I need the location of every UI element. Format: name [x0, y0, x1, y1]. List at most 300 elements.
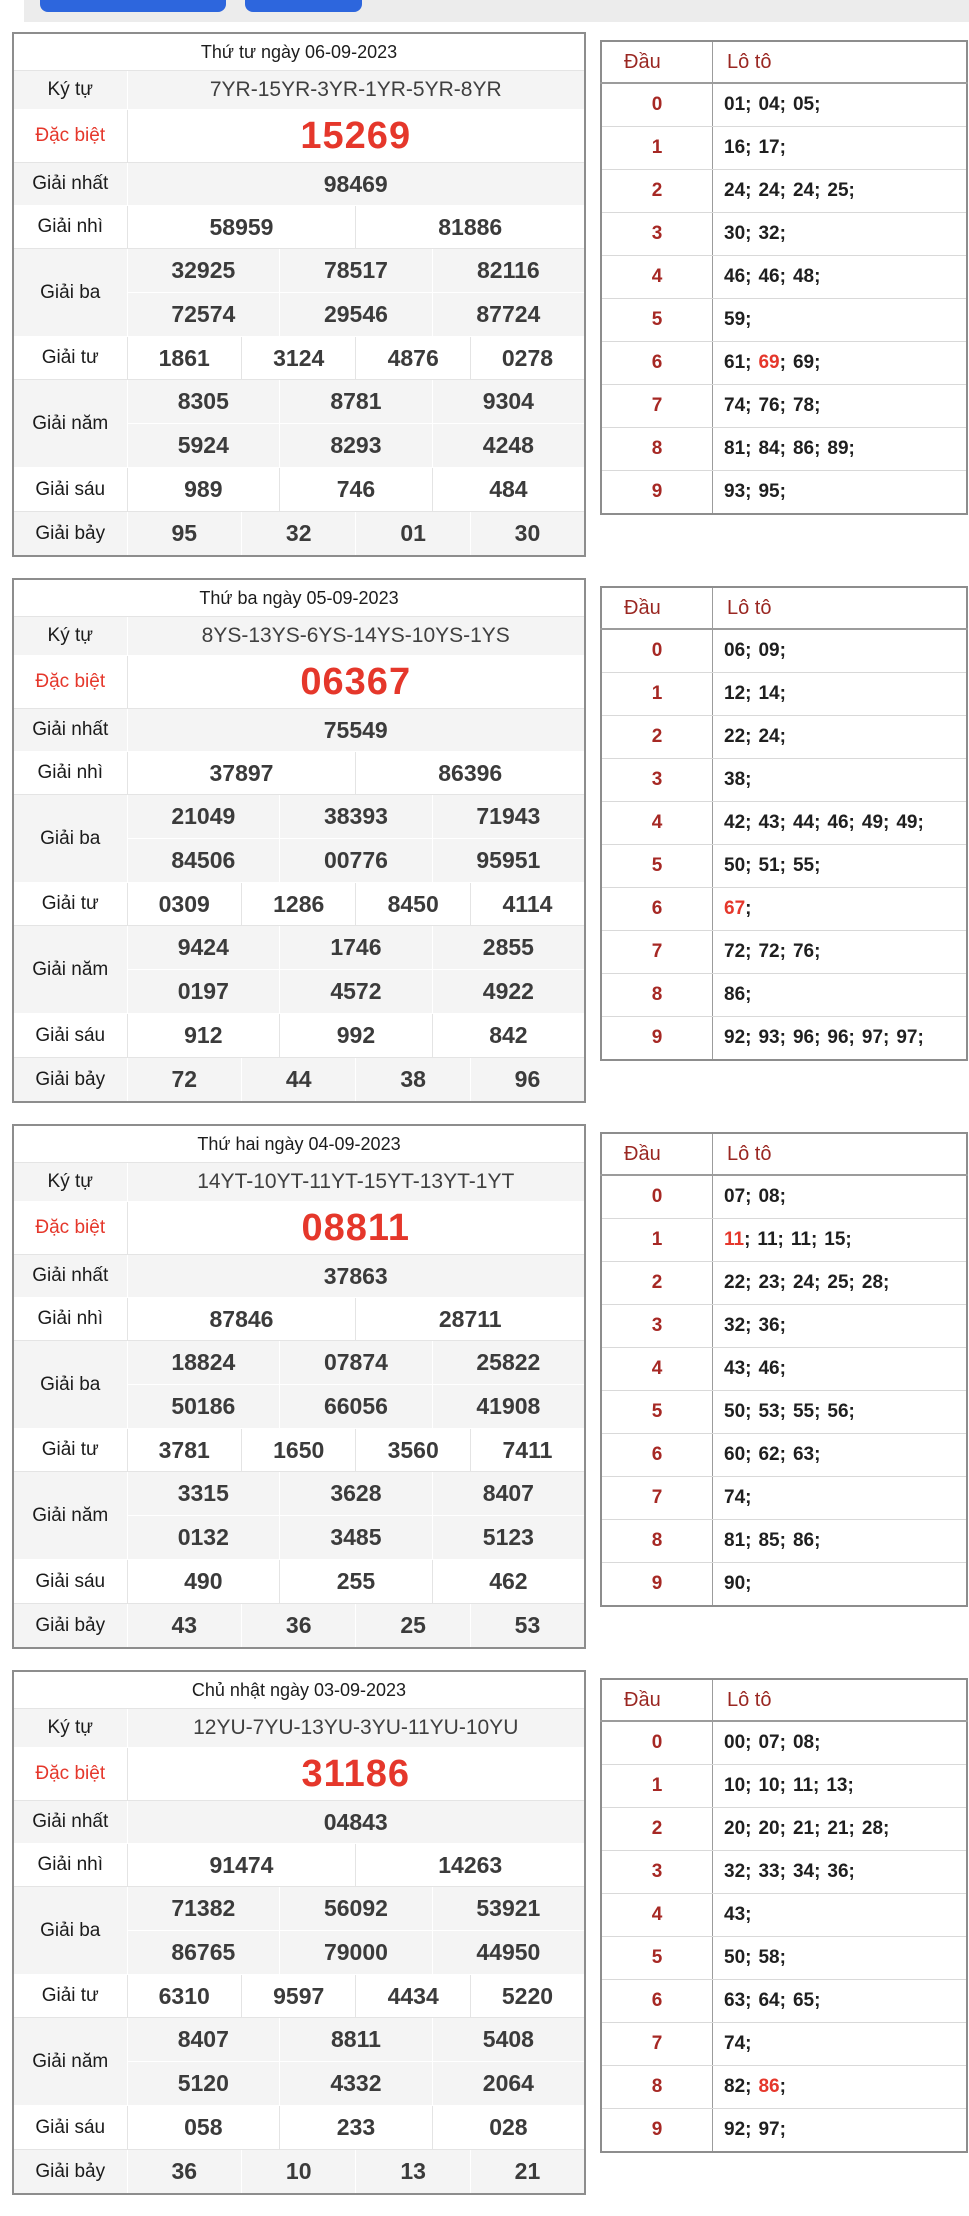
loto-number: 24: [792, 180, 815, 201]
loto-number: 49: [861, 812, 884, 833]
prize-value: 3315: [127, 1472, 280, 1516]
loto-number: 28: [861, 1272, 884, 1293]
loto-separator: ;: [779, 2076, 786, 2097]
loto-number: 32: [724, 1861, 746, 1882]
prize-value: 36: [241, 1604, 355, 1649]
loto-row: [601, 1721, 967, 1765]
loto-separator: ;: [814, 1401, 821, 1422]
loto-values: [713, 256, 968, 299]
prize-value: 1286: [241, 883, 355, 926]
loto-row: [601, 1477, 967, 1520]
prize-value: 462: [432, 1560, 585, 1604]
loto-row: [601, 1937, 967, 1980]
loto-number: 76: [758, 395, 780, 416]
loto-dau: 5: [601, 1937, 713, 1980]
prize-label: Giải năm: [13, 1472, 127, 1560]
loto-separator: ;: [779, 683, 786, 704]
prize-table: [12, 1670, 586, 2195]
prize-value: 53: [470, 1604, 585, 1649]
loto-number: 55: [792, 855, 815, 876]
loto-separator: ;: [745, 1444, 752, 1465]
loto-number: 97: [758, 2119, 780, 2140]
loto-values: [713, 1262, 968, 1305]
loto-number: 72: [724, 941, 746, 962]
prize-label: Giải năm: [13, 2018, 127, 2106]
prize-value: 30: [470, 512, 585, 557]
loto-values: [713, 1980, 968, 2023]
loto-separator: ;: [745, 640, 752, 661]
loto-number: 72: [758, 941, 780, 962]
loto-values: [713, 385, 968, 428]
loto-number: 21: [792, 1818, 815, 1839]
prize-value: 66056: [280, 1385, 433, 1429]
loto-number: 46: [827, 812, 849, 833]
loto-number: 06: [724, 640, 746, 661]
prize-value: 6310: [127, 1975, 241, 2018]
loto-number: 56: [827, 1401, 849, 1422]
loto-separator: ;: [745, 1272, 752, 1293]
loto-values: [713, 629, 968, 673]
loto-values: [713, 1348, 968, 1391]
prize-value: 8407: [127, 2018, 280, 2062]
prize-row-giai_ba: [13, 249, 585, 293]
prize-row-dac_biet: [13, 1202, 585, 1255]
loto-row: [601, 213, 967, 256]
prize-label: Giải ba: [13, 1887, 127, 1975]
prize-value: 3628: [280, 1472, 433, 1516]
loto-separator: ;: [779, 941, 786, 962]
result-block: [12, 1670, 969, 2195]
loto-row: [601, 1851, 967, 1894]
loto-separator: ;: [814, 352, 821, 373]
prize-label: Giải ba: [13, 249, 127, 337]
loto-separator: ;: [779, 1315, 786, 1336]
loto-number: 46: [724, 266, 746, 287]
prize-value: 9597: [241, 1975, 355, 2018]
prize-value: 9424: [127, 926, 280, 970]
loto-separator: ;: [814, 855, 821, 876]
prize-row-giai_nam: [13, 926, 585, 970]
prize-row-dac_biet: [13, 1748, 585, 1801]
loto-separator: ;: [779, 438, 786, 459]
loto-number: 22: [724, 726, 746, 747]
loto-separator: ;: [779, 855, 786, 876]
loto-number: 84: [758, 438, 780, 459]
loto-separator: ;: [814, 1444, 821, 1465]
loto-separator: ;: [779, 137, 786, 158]
prize-label: Giải nhất: [13, 163, 127, 206]
loto-dau: 4: [601, 1894, 713, 1937]
loto-separator: ;: [883, 1818, 890, 1839]
loto-number: 65: [792, 1990, 815, 2011]
draw-date: Thứ ba ngày 05-09-2023: [13, 579, 585, 617]
prize-value: 0197: [127, 970, 280, 1014]
loto-separator: ;: [814, 94, 821, 115]
prize-label: Giải nhất: [13, 1801, 127, 1844]
prize-value: 53921: [432, 1887, 585, 1931]
loto-dau: 6: [601, 888, 713, 931]
loto-row: [601, 845, 967, 888]
loto-number: 43: [758, 812, 780, 833]
loto-row: [601, 256, 967, 299]
loto-separator: ;: [745, 1401, 752, 1422]
loto-row: [601, 385, 967, 428]
prize-row-giai_tu: [13, 337, 585, 380]
loto-row: [601, 1563, 967, 1607]
loto-separator: ;: [745, 223, 752, 244]
loto-dau: 0: [601, 1175, 713, 1219]
loto-number: 23: [758, 1272, 780, 1293]
loto-dau: 3: [601, 1851, 713, 1894]
loto-separator: ;: [745, 1186, 752, 1207]
loto-number: 63: [792, 1444, 815, 1465]
prize-value: 1650: [241, 1429, 355, 1472]
prize-value: 84506: [127, 839, 280, 883]
prize-value: 5924: [127, 424, 280, 468]
loto-dau: 1: [601, 673, 713, 716]
prize-label: Giải sáu: [13, 468, 127, 512]
loto-row: [601, 1175, 967, 1219]
loto-separator: ;: [779, 1530, 786, 1551]
prize-label: Giải nhì: [13, 206, 127, 249]
loto-dau: 3: [601, 759, 713, 802]
prize-label: Ký tự: [13, 1709, 127, 1748]
loto-separator: ;: [810, 1229, 818, 1250]
prize-value: 72574: [127, 293, 280, 337]
loto-separator: ;: [745, 438, 752, 459]
prize-value: 5220: [470, 1975, 585, 2018]
loto-dau: 8: [601, 2066, 713, 2109]
loto-header-loto: Lô tô: [713, 1679, 968, 1721]
loto-dau: 4: [601, 802, 713, 845]
loto-separator: ;: [814, 438, 821, 459]
loto-row: [601, 2066, 967, 2109]
loto-dau: 0: [601, 629, 713, 673]
prize-value: 14263: [356, 1844, 585, 1887]
loto-number: 74: [724, 395, 746, 416]
loto-number: 46: [758, 1358, 780, 1379]
loto-number: 38: [724, 769, 746, 790]
prize-value: 37863: [127, 1255, 585, 1298]
prize-table: [12, 1124, 586, 1649]
prize-value: 7411: [470, 1429, 585, 1472]
loto-separator: ;: [745, 180, 752, 201]
loto-values: [713, 428, 968, 471]
prize-label: Giải năm: [13, 926, 127, 1014]
loto-separator: ;: [779, 1818, 786, 1839]
prize-row-giai_bay: [13, 2150, 585, 2195]
prize-row-giai_ba: [13, 795, 585, 839]
prize-value: 4248: [432, 424, 585, 468]
loto-dau: 1: [601, 127, 713, 170]
prize-value: 78517: [280, 249, 433, 293]
prize-label: Giải tư: [13, 1429, 127, 1472]
loto-number: 63: [724, 1990, 746, 2011]
loto-number: 61: [724, 352, 746, 373]
loto-dau: 8: [601, 1520, 713, 1563]
loto-number: 14: [758, 683, 780, 704]
prize-value: 41908: [432, 1385, 585, 1429]
loto-number: 50: [724, 1947, 746, 1968]
loto-number: 10: [724, 1775, 746, 1796]
loto-dau: 2: [601, 716, 713, 759]
prize-label: Giải nhất: [13, 1255, 127, 1298]
prize-row-giai_nam: [13, 2018, 585, 2062]
prize-value: 912: [127, 1014, 280, 1058]
prize-value: 842: [432, 1014, 585, 1058]
loto-header-row: [601, 587, 967, 629]
loto-row: [601, 471, 967, 515]
loto-separator: ;: [745, 769, 752, 790]
loto-row: [601, 888, 967, 931]
loto-separator: ;: [745, 2033, 752, 2054]
loto-row: [601, 2109, 967, 2153]
loto-row: [601, 802, 967, 845]
loto-separator: ;: [814, 1027, 821, 1048]
loto-separator: ;: [779, 395, 786, 416]
loto-separator: ;: [745, 94, 752, 115]
loto-number: 81: [724, 1530, 746, 1551]
loto-values: [713, 1477, 968, 1520]
loto-row: [601, 299, 967, 342]
loto-values: [713, 888, 968, 931]
loto-values: [713, 931, 968, 974]
loto-header-dau: Đầu: [601, 41, 713, 83]
prize-label: Giải bảy: [13, 2150, 127, 2195]
loto-values: [713, 342, 968, 385]
loto-separator: ;: [779, 1990, 786, 2011]
prize-value: 8811: [280, 2018, 433, 2062]
loto-values: [713, 170, 968, 213]
loto-separator: ;: [814, 1732, 821, 1753]
loto-header-row: [601, 1679, 967, 1721]
prize-value: 5123: [432, 1516, 585, 1560]
loto-dau: 9: [601, 471, 713, 515]
loto-number: 86: [792, 1530, 815, 1551]
toolbar-button-2[interactable]: [245, 0, 362, 12]
loto-separator: ;: [814, 266, 821, 287]
loto-separator: ;: [745, 309, 752, 330]
loto-number: 24: [758, 180, 780, 201]
loto-number: 11: [790, 1229, 811, 1250]
loto-separator: ;: [745, 1947, 752, 1968]
prize-label: Giải tư: [13, 1975, 127, 2018]
prize-value: 8781: [280, 380, 433, 424]
loto-values: [713, 1765, 968, 1808]
loto-separator: ;: [779, 481, 786, 502]
loto-number: 93: [724, 481, 746, 502]
loto-header-loto: Lô tô: [713, 587, 968, 629]
loto-dau: 0: [601, 83, 713, 127]
loto-separator: ;: [745, 395, 752, 416]
loto-separator: ;: [814, 395, 821, 416]
loto-header-loto: Lô tô: [713, 1133, 968, 1175]
loto-dau: 7: [601, 385, 713, 428]
prize-row-giai_nhat: [13, 163, 585, 206]
prize-label: Giải bảy: [13, 1058, 127, 1103]
loto-number: 50: [724, 1401, 746, 1422]
loto-separator: ;: [745, 984, 752, 1005]
loto-number: 04: [758, 94, 780, 115]
loto-number: 81: [724, 438, 746, 459]
prize-value: 2855: [432, 926, 585, 970]
loto-dau: 5: [601, 299, 713, 342]
loto-separator: ;: [779, 223, 786, 244]
prize-row-giai_nam: [13, 380, 585, 424]
loto-separator: ;: [917, 1027, 924, 1048]
prize-value: 79000: [280, 1931, 433, 1975]
loto-row: [601, 1434, 967, 1477]
prize-row-giai_nhat: [13, 709, 585, 752]
loto-row: [601, 629, 967, 673]
loto-number: 20: [724, 1818, 746, 1839]
prize-label: Đặc biệt: [13, 110, 127, 163]
loto-number: 86: [724, 984, 746, 1005]
loto-number: 25: [827, 1272, 849, 1293]
prize-value: 0278: [470, 337, 585, 380]
loto-number: 05: [792, 94, 815, 115]
loto-separator: ;: [779, 94, 786, 115]
loto-separator: ;: [814, 812, 821, 833]
prize-value: 4434: [356, 1975, 470, 2018]
loto-separator: ;: [848, 438, 855, 459]
prize-value: 32925: [127, 249, 280, 293]
loto-values: [713, 1520, 968, 1563]
loto-values: [713, 1808, 968, 1851]
prize-row-giai_nhi: [13, 752, 585, 795]
loto-separator: ;: [779, 1027, 786, 1048]
loto-separator: ;: [745, 941, 752, 962]
loto-separator: ;: [848, 180, 855, 201]
loto-separator: ;: [779, 180, 786, 201]
prize-value: 9304: [432, 380, 585, 424]
prize-value: 18824: [127, 1341, 280, 1385]
prize-value: 15269: [127, 110, 585, 163]
prize-value: 3485: [280, 1516, 433, 1560]
prize-label: Ký tự: [13, 617, 127, 656]
loto-header-dau: Đầu: [601, 587, 713, 629]
loto-number: 11: [724, 1229, 745, 1250]
loto-separator: ;: [745, 1530, 752, 1551]
prize-label: Giải ba: [13, 1341, 127, 1429]
loto-number: 64: [758, 1990, 780, 2011]
loto-separator: ;: [745, 2076, 752, 2097]
loto-number: 55: [792, 1401, 815, 1422]
loto-separator: ;: [745, 1775, 752, 1796]
loto-dau: 7: [601, 2023, 713, 2066]
draw-date: Thứ hai ngày 04-09-2023: [13, 1125, 585, 1163]
loto-values: [713, 2066, 968, 2109]
loto-number: 90: [724, 1573, 746, 1594]
prize-value: 3124: [241, 337, 355, 380]
prize-value: 028: [432, 2106, 585, 2150]
loto-separator: ;: [848, 1401, 855, 1422]
loto-number: 12: [724, 683, 746, 704]
loto-dau: 6: [601, 1980, 713, 2023]
loto-dau: 2: [601, 1262, 713, 1305]
prize-value: 91474: [127, 1844, 356, 1887]
prize-value: 255: [280, 1560, 433, 1604]
prize-value: 12YU-7YU-13YU-3YU-11YU-10YU: [127, 1709, 585, 1748]
prize-row-ky_tu: [13, 1163, 585, 1202]
loto-separator: ;: [814, 1818, 821, 1839]
loto-separator: ;: [745, 1861, 752, 1882]
loto-separator: ;: [779, 1947, 786, 1968]
loto-separator: ;: [745, 1818, 752, 1839]
prize-row-giai_nhat: [13, 1255, 585, 1298]
loto-number: 00: [724, 1732, 746, 1753]
loto-separator: ;: [814, 1861, 821, 1882]
prize-value: 25: [356, 1604, 470, 1649]
loto-row: [601, 1808, 967, 1851]
loto-separator: ;: [813, 1775, 820, 1796]
loto-dau: 3: [601, 213, 713, 256]
loto-number: 49: [896, 812, 918, 833]
loto-values: [713, 83, 968, 127]
prize-value: 87724: [432, 293, 585, 337]
loto-separator: ;: [814, 1530, 821, 1551]
prize-value: 86396: [356, 752, 585, 795]
prize-value: 5120: [127, 2062, 280, 2106]
loto-row: [601, 1765, 967, 1808]
loto-values: [713, 1563, 968, 1607]
loto-number: 43: [724, 1904, 746, 1925]
draw-date-row: [13, 579, 585, 617]
loto-separator: ;: [848, 812, 855, 833]
loto-number: 17: [758, 137, 780, 158]
loto-separator: ;: [745, 1990, 752, 2011]
results-blocks: [12, 32, 969, 2216]
loto-values: [713, 299, 968, 342]
loto-separator: ;: [814, 180, 821, 201]
loto-header-row: [601, 41, 967, 83]
loto-number: 22: [724, 1272, 746, 1293]
prize-value: 484: [432, 468, 585, 512]
loto-values: [713, 213, 968, 256]
loto-number: 48: [792, 266, 815, 287]
loto-separator: ;: [745, 1315, 752, 1336]
loto-dau: 9: [601, 1017, 713, 1061]
loto-dau: 4: [601, 256, 713, 299]
loto-number: 95: [758, 481, 780, 502]
prize-row-giai_tu: [13, 883, 585, 926]
loto-dau: 7: [601, 1477, 713, 1520]
prize-label: Giải ba: [13, 795, 127, 883]
loto-separator: ;: [883, 812, 890, 833]
loto-dau: 5: [601, 845, 713, 888]
loto-values: [713, 759, 968, 802]
result-block: [12, 32, 969, 557]
loto-row: [601, 1348, 967, 1391]
prize-row-giai_ba: [13, 1341, 585, 1385]
loto-table: [600, 40, 968, 515]
loto-number: 59: [724, 309, 746, 330]
loto-table: [600, 586, 968, 1061]
prize-value: 86765: [127, 1931, 280, 1975]
toolbar-button-1[interactable]: [40, 0, 226, 12]
loto-separator: ;: [777, 1229, 784, 1250]
loto-separator: ;: [745, 1358, 752, 1379]
loto-number: 89: [827, 438, 849, 459]
prize-row-ky_tu: [13, 617, 585, 656]
prize-value: 490: [127, 1560, 280, 1604]
loto-row: [601, 974, 967, 1017]
prize-value: 38393: [280, 795, 433, 839]
prize-value: 95: [127, 512, 241, 557]
prize-label: Giải bảy: [13, 1604, 127, 1649]
prize-value: 71943: [432, 795, 585, 839]
prize-value: 50186: [127, 1385, 280, 1429]
